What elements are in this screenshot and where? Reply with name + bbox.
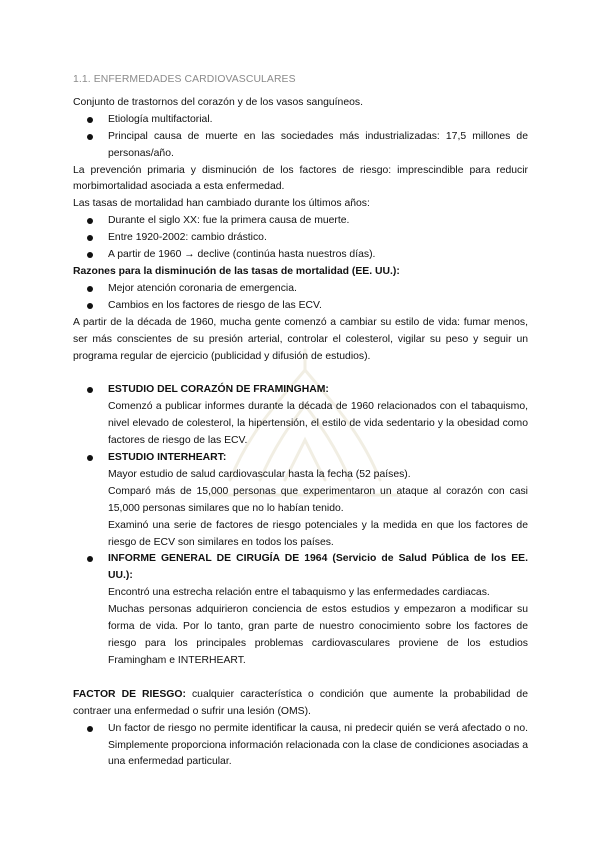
bullet-icon bbox=[87, 235, 93, 241]
list-item: Durante el siglo XX: fue la primera causa de muerte. bbox=[73, 213, 528, 230]
study-text: Comenzó a publicar informes durante la década de 1960 relacionados con el tabaquismo, nivel elevado de colesterol, la hipertensión, el estilo de vida sedentario y la obesidad como factores de riesgo de las ECV. bbox=[108, 401, 528, 447]
bullet-icon bbox=[87, 134, 93, 140]
reasons-list bbox=[73, 281, 528, 315]
rates-paragraph: Las tasas de mortalidad han cambiado durante los últimos años: bbox=[73, 198, 370, 210]
section-heading: 1.1. ENFERMEDADES CARDIOVASCULARES bbox=[73, 74, 296, 85]
list-item: Principal causa de muerte en las sociedades más industrializadas: 17,5 millones de personas/año. bbox=[73, 129, 528, 163]
reasons-title: Razones para la disminución de las tasas de mortalidad (EE. UU.): bbox=[73, 265, 400, 277]
list-item: Cambios en los factores de riesgo de las ECV. bbox=[73, 298, 528, 315]
study-interheart: ESTUDIO INTERHEART: bbox=[73, 450, 528, 467]
bullet-icon bbox=[87, 303, 93, 309]
study-framingham: ESTUDIO DEL CORAZÓN DE FRAMINGHAM: bbox=[73, 382, 528, 399]
list-item: Entre 1920-2002: cambio drástico. bbox=[73, 230, 528, 247]
bullet-icon bbox=[87, 286, 93, 292]
bullet-icon bbox=[87, 726, 93, 732]
list-item: A partir de 1960 → declive (continúa hasta nuestros días). bbox=[73, 247, 528, 264]
study-text: Comparó más de 15,000 personas que experimentaron un ataque al corazón con casi 15,000 personas similares que no lo habían tenido. bbox=[108, 485, 528, 514]
intro-paragraph: Conjunto de trastornos del corazón y de los vasos sanguíneos. bbox=[73, 96, 363, 108]
studies-list bbox=[73, 382, 528, 399]
study-text: Encontró una estrecha relación entre el tabaquismo y las enfermedades cardiacas. bbox=[108, 587, 490, 599]
study-text: Muchas personas adquirieron conciencia de estos estudios y empezaron a modificar su forma de vida. Por lo tanto, gran parte de nuestro conocimiento sobre los factores de riesgo para los principales problemas cardiovasculares proviene de los estudios Framingham e INTERHEART. bbox=[108, 604, 528, 666]
bullet-icon bbox=[87, 455, 93, 461]
bullet-icon bbox=[87, 387, 93, 393]
rates-list bbox=[73, 213, 528, 264]
intro-list bbox=[73, 112, 528, 163]
study-text: Examinó una serie de factores de riesgo potenciales y la medida en que los factores de riesgo de ECV son similares en todos los países. bbox=[108, 519, 528, 548]
bullet-icon bbox=[87, 556, 93, 562]
risk-factor-paragraph bbox=[73, 687, 528, 721]
risk-factor-list bbox=[73, 721, 528, 772]
list-item: Un factor de riesgo no permite identificar la causa, ni predecir quién se verá afectado o no. Simplemente proporciona información relacionada con la clase de condiciones asociadas a una enfermedad particular. bbox=[73, 721, 528, 772]
bullet-icon bbox=[87, 117, 93, 123]
bullet-icon bbox=[87, 218, 93, 224]
risk-factor-text: cualquier característica o condición que aumente la probabilidad de contraer una enfermedad o sufrir una lesión (OMS). bbox=[73, 688, 528, 717]
list-item: Etiología multifactorial. bbox=[73, 112, 528, 129]
prevention-paragraph: La prevención primaria y disminución de los factores de riesgo: imprescindible para reducir morbimortalidad asociada a esta enfermedad. bbox=[73, 164, 528, 193]
decade-paragraph: A partir de la década de 1960, mucha gente comenzó a cambiar su estilo de vida: fumar menos, ser más conscientes de su presión arterial, controlar el colesterol, vigilar su peso y seguir un programa regular de ejercicio (publicidad y difusión de estudios). bbox=[73, 316, 528, 362]
study-text: Mayor estudio de salud cardiovascular hasta la fecha (52 países). bbox=[108, 468, 411, 480]
list-item: Mejor atención coronaria de emergencia. bbox=[73, 281, 528, 298]
study-surgeon-general-report: INFORME GENERAL DE CIRUGÍA DE 1964 (Servicio de Salud Pública de los EE. UU.): bbox=[73, 551, 528, 585]
document-page bbox=[73, 72, 528, 771]
risk-factor-label: FACTOR DE RIESGO: bbox=[73, 688, 186, 700]
bullet-icon bbox=[87, 252, 93, 258]
